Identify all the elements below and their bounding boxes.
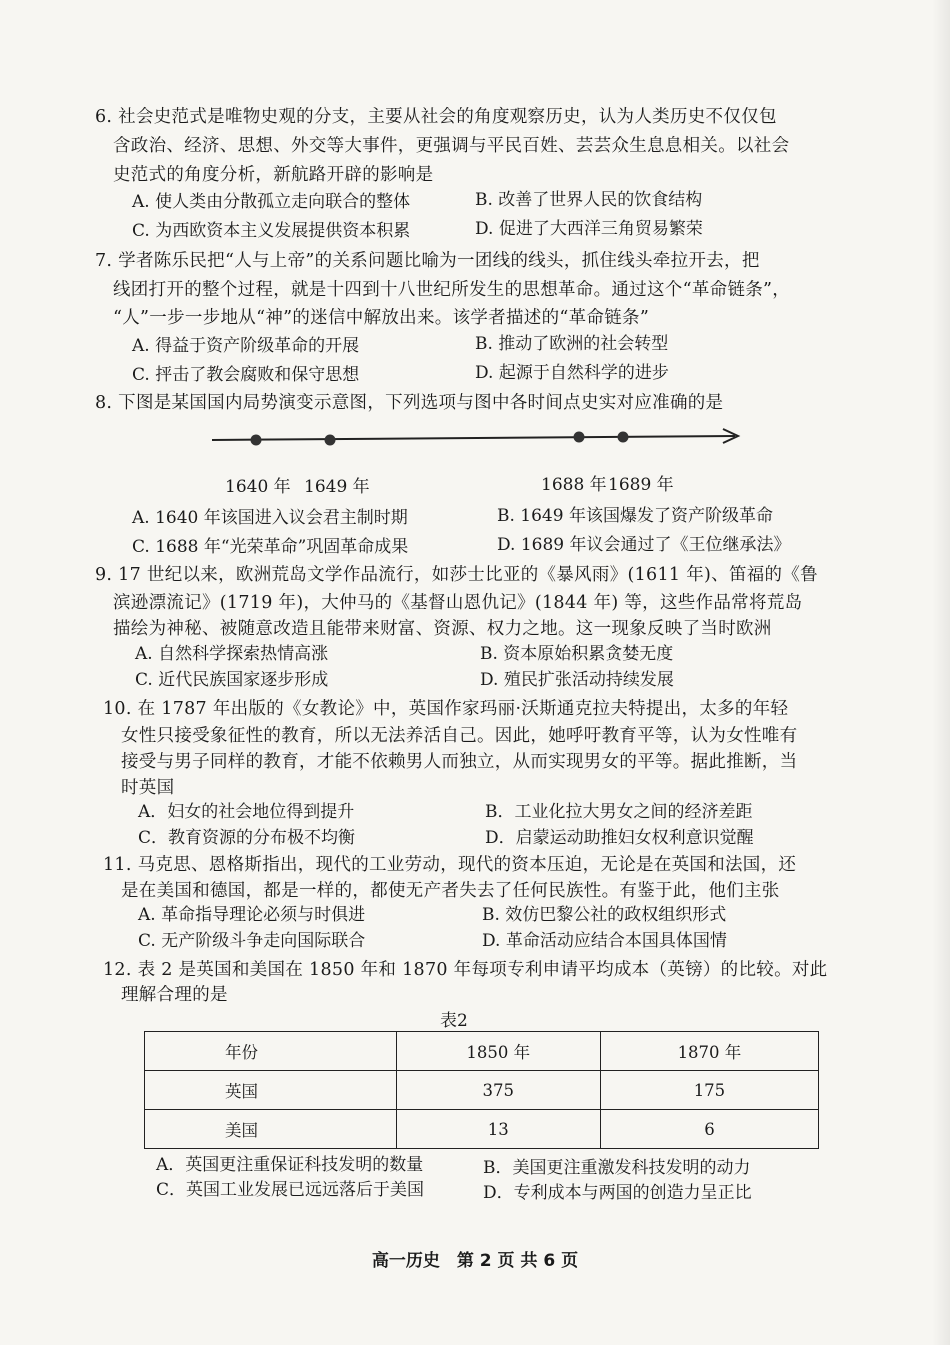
table-cell: 375 (396, 1071, 600, 1110)
q11-option-d: D. 革命活动应结合本国具体国情 (482, 931, 727, 951)
table-caption: 表2 (440, 1011, 468, 1031)
q11-stem-line-2: 是在美国和德国，都是一样的，都使无产者失去了任何民族性。有鉴于此，他们主张 (121, 881, 780, 901)
q10-stem-line-1: 10. 在 1787 年出版的《女教论》中，英国作家玛丽·沃斯通克拉夫特提出，太多的年轻 (103, 699, 789, 719)
q12-option-c: C．英国工业发展已远远落后于美国 (156, 1180, 425, 1200)
q10-option-c: C．教育资源的分布极不均衡 (138, 828, 356, 848)
timeline-label-1688: 1688 年 (541, 475, 607, 495)
timeline-label-1689: 1689 年 (608, 475, 674, 495)
q6-option-b: B. 改善了世界人民的饮食结构 (475, 190, 703, 210)
timeline-axis (212, 436, 735, 440)
table-cell: 美国 (145, 1110, 397, 1149)
q12-option-b: B．美国更注重激发科技发明的动力 (483, 1158, 751, 1178)
page-edge-shadow (932, 0, 950, 1345)
q10-option-b: B．工业化拉大男女之间的经济差距 (485, 802, 753, 822)
table-row (145, 1071, 819, 1110)
q7-stem-line-2: 线团打开的整个过程，就是十四到十八世纪所发生的思想革命。通过这个“革命链条”， (113, 280, 791, 300)
q11-option-b: B. 效仿巴黎公社的政权组织形式 (482, 905, 727, 925)
table-header-row (145, 1032, 819, 1071)
q8-stem-line-1: 8. 下图是某国国内局势演变示意图，下列选项与图中各时间点史实对应准确的是 (95, 393, 724, 413)
timeline-dot-1649 (325, 435, 336, 446)
page-footer: 高一历史 第 2 页 共 6 页 (371, 1251, 579, 1271)
q12-option-d: D．专利成本与两国的创造力呈正比 (483, 1183, 752, 1203)
q12-stem-line-2: 理解合理的是 (121, 985, 228, 1005)
q6-option-d: D. 促进了大西洋三角贸易繁荣 (475, 219, 703, 239)
q7-option-a: A. 得益于资产阶级革命的开展 (132, 336, 360, 356)
timeline-dot-1689 (618, 432, 629, 443)
q7-option-d: D. 起源于自然科学的进步 (475, 363, 669, 383)
q8-option-a: A. 1640 年该国进入议会君主制时期 (132, 508, 408, 528)
q7-stem-line-1: 7. 学者陈乐民把“人与上帝”的关系问题比喻为一团线的线头，抓住线头牵拉开去，把 (95, 251, 760, 271)
q7-stem-line-3: “人”一步一步地从“神”的迷信中解放出来。该学者描述的“革命链条” (113, 308, 650, 328)
patent-cost-table (144, 1031, 819, 1149)
q6-option-c: C. 为西欧资本主义发展提供资本积累 (132, 221, 411, 241)
timeline-label-1640: 1640 年 (225, 477, 291, 497)
q6-stem-line-3: 史范式的角度分析，新航路开辟的影响是 (113, 165, 434, 185)
q8-timeline (200, 423, 760, 457)
q6-option-a: A. 使人类由分散孤立走向联合的整体 (132, 192, 411, 212)
q9-option-a: A. 自然科学探索热情高涨 (135, 644, 329, 664)
table-header-cell: 1850 年 (396, 1032, 600, 1071)
q8-option-b: B. 1649 年该国爆发了资产阶级革命 (497, 506, 773, 526)
q9-stem-line-1: 9. 17 世纪以来，欧洲荒岛文学作品流行，如莎士比亚的《暴风雨》(1611 年)、笛福的《鲁 (95, 565, 818, 585)
q9-stem-line-3: 描绘为神秘、被随意改造且能带来财富、资源、权力之地。这一现象反映了当时欧洲 (113, 619, 772, 639)
q8-option-c: C. 1688 年“光荣革命”巩固革命成果 (132, 537, 409, 557)
q10-stem-line-3: 接受与男子同样的教育，才能不依赖男人而独立，从而实现男女的平等。据此推断，当 (121, 752, 798, 772)
table-cell: 6 (600, 1110, 818, 1149)
table-header-cell: 年份 (145, 1032, 397, 1071)
q7-option-b: B. 推动了欧洲的社会转型 (475, 334, 669, 354)
q12-stem-line-1: 12. 表 2 是英国和美国在 1850 年和 1870 年每项专利申请平均成本（英镑）的比较。对此 (103, 960, 828, 980)
q10-stem-line-4: 时英国 (121, 778, 175, 798)
q11-option-c: C. 无产阶级斗争走向国际联合 (138, 931, 366, 951)
q8-option-d: D. 1689 年议会通过了《王位继承法》 (497, 535, 791, 555)
table-cell: 175 (600, 1071, 818, 1110)
q7-option-c: C. 抨击了教会腐败和保守思想 (132, 365, 360, 385)
q10-stem-line-2: 女性只接受象征性的教育，所以无法养活自己。因此，她呼吁教育平等，认为女性唯有 (121, 726, 798, 746)
q11-stem-line-1: 11. 马克思、恩格斯指出，现代的工业劳动，现代的资本压迫，无论是在英国和法国，还 (103, 855, 797, 875)
q9-option-d: D. 殖民扩张活动持续发展 (480, 670, 674, 690)
timeline-label-1649: 1649 年 (304, 477, 370, 497)
q9-stem-line-2: 滨逊漂流记》(1719 年)，大仲马的《基督山恩仇记》(1844 年) 等，这些作品常将荒岛 (113, 593, 803, 613)
q10-option-a: A．妇女的社会地位得到提升 (138, 802, 355, 822)
q6-stem-line-1: 6. 社会史范式是唯物史观的分支，主要从社会的角度观察历史，认为人类历史不仅仅包 (95, 107, 777, 127)
table-row (145, 1110, 819, 1149)
table-cell: 13 (396, 1110, 600, 1149)
q10-option-d: D．启蒙运动助推妇女权利意识觉醒 (485, 828, 754, 848)
q12-option-a: A．英国更注重保证科技发明的数量 (156, 1155, 424, 1175)
table-header-cell: 1870 年 (600, 1032, 818, 1071)
q9-option-c: C. 近代民族国家逐步形成 (135, 670, 329, 690)
q6-stem-line-2: 含政治、经济、思想、外交等大事件，更强调与平民百姓、芸芸众生息息相关。以社会 (113, 136, 790, 156)
timeline-dot-1640 (251, 435, 262, 446)
timeline-dot-1688 (574, 432, 585, 443)
q11-option-a: A. 革命指导理论必须与时俱进 (138, 905, 366, 925)
table-cell: 英国 (145, 1071, 397, 1110)
q9-option-b: B. 资本原始积累贪婪无度 (480, 644, 674, 664)
